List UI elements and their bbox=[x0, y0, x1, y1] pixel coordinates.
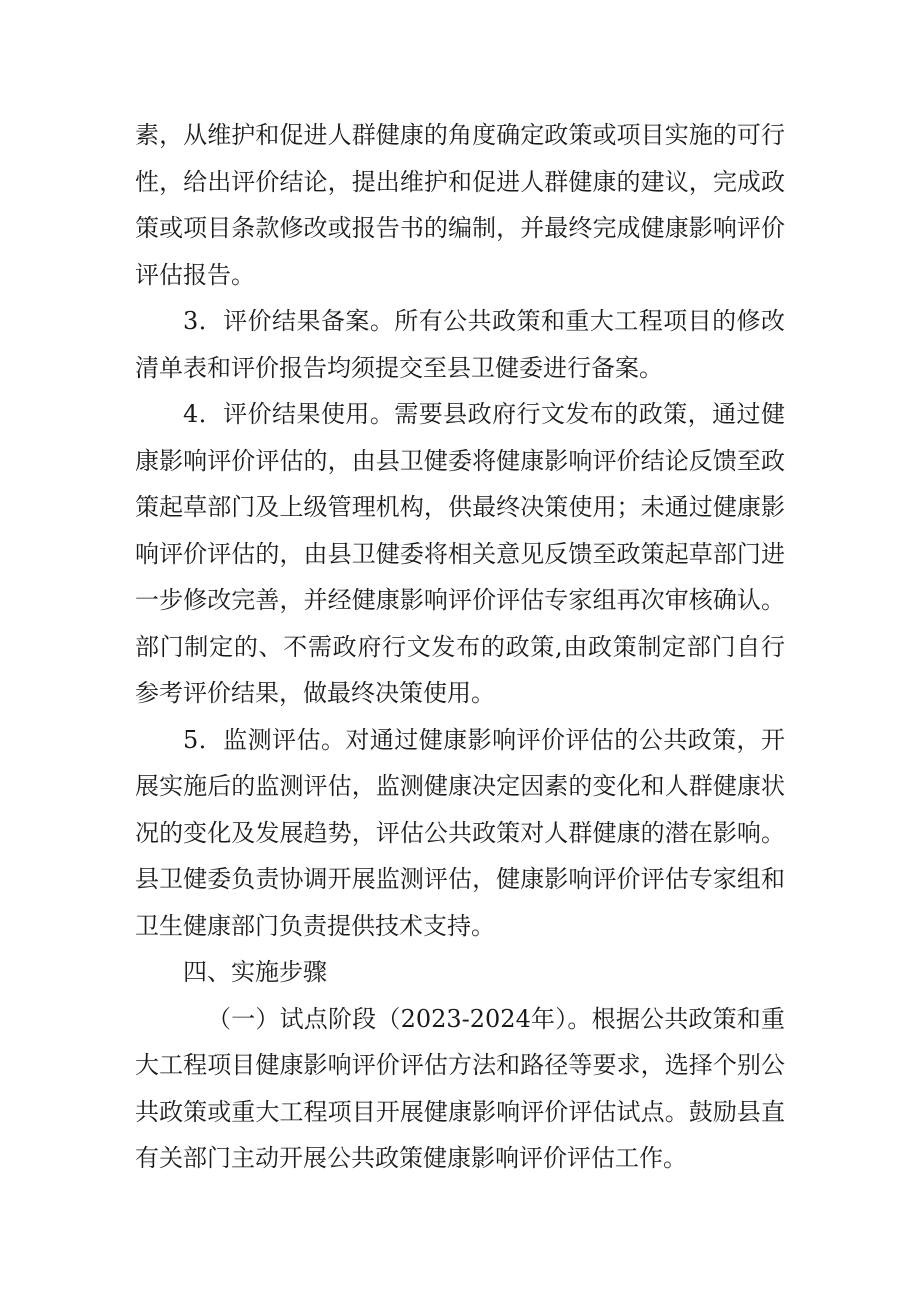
paragraph-item-3: 3．评价结果备案。所有公共政策和重大工程项目的修改清单表和评价报告均须提交至县卫健委进行备案。 bbox=[135, 307, 785, 382]
document-body bbox=[135, 112, 785, 1182]
paragraph-pilot-stage: （一）试点阶段（2023-2024年）。根据公共政策和重大工程项目健康影响评价评估方法和路径等要求，选择个别公共政策或重大工程项目开展健康影响评价评估试点。鼓励县直有关部门主动开展公共政策健康影响评价评估工作。 bbox=[135, 1004, 785, 1172]
paragraph-item-5: 5．监测评估。对通过健康影响评价评估的公共政策，开展实施后的监测评估，监测健康决定因素的变化和人群健康状况的变化及发展趋势，评估公共政策对人群健康的潜在影响。县卫健委负责协调开展监测评估，健康影响评价评估专家组和卫生健康部门负责提供技术支持。 bbox=[135, 725, 785, 940]
section-heading-implementation-steps: 四、实施步骤 bbox=[183, 958, 327, 986]
paragraph-item-4: 4．评价结果使用。需要县政府行文发布的政策，通过健康影响评价评估的，由县卫健委将健康影响评价结论反馈至政策起草部门及上级管理机构，供最终决策使用；未通过健康影响评价评估的，由县卫健委将相关意见反馈至政策起草部门进一步修改完善，并经健康影响评价评估专家组再次审核确认。部门制定的、不需政府行文发布的政策,由政策制定部门自行参考评价结果，做最终决策使用。 bbox=[135, 400, 785, 707]
paragraph-continuation: 素，从维护和促进人群健康的角度确定政策或项目实施的可行性，给出评价结论，提出维护和促进人群健康的建议，完成政策或项目条款修改或报告书的编制，并最终完成健康影响评价评估报告。 bbox=[135, 121, 785, 289]
